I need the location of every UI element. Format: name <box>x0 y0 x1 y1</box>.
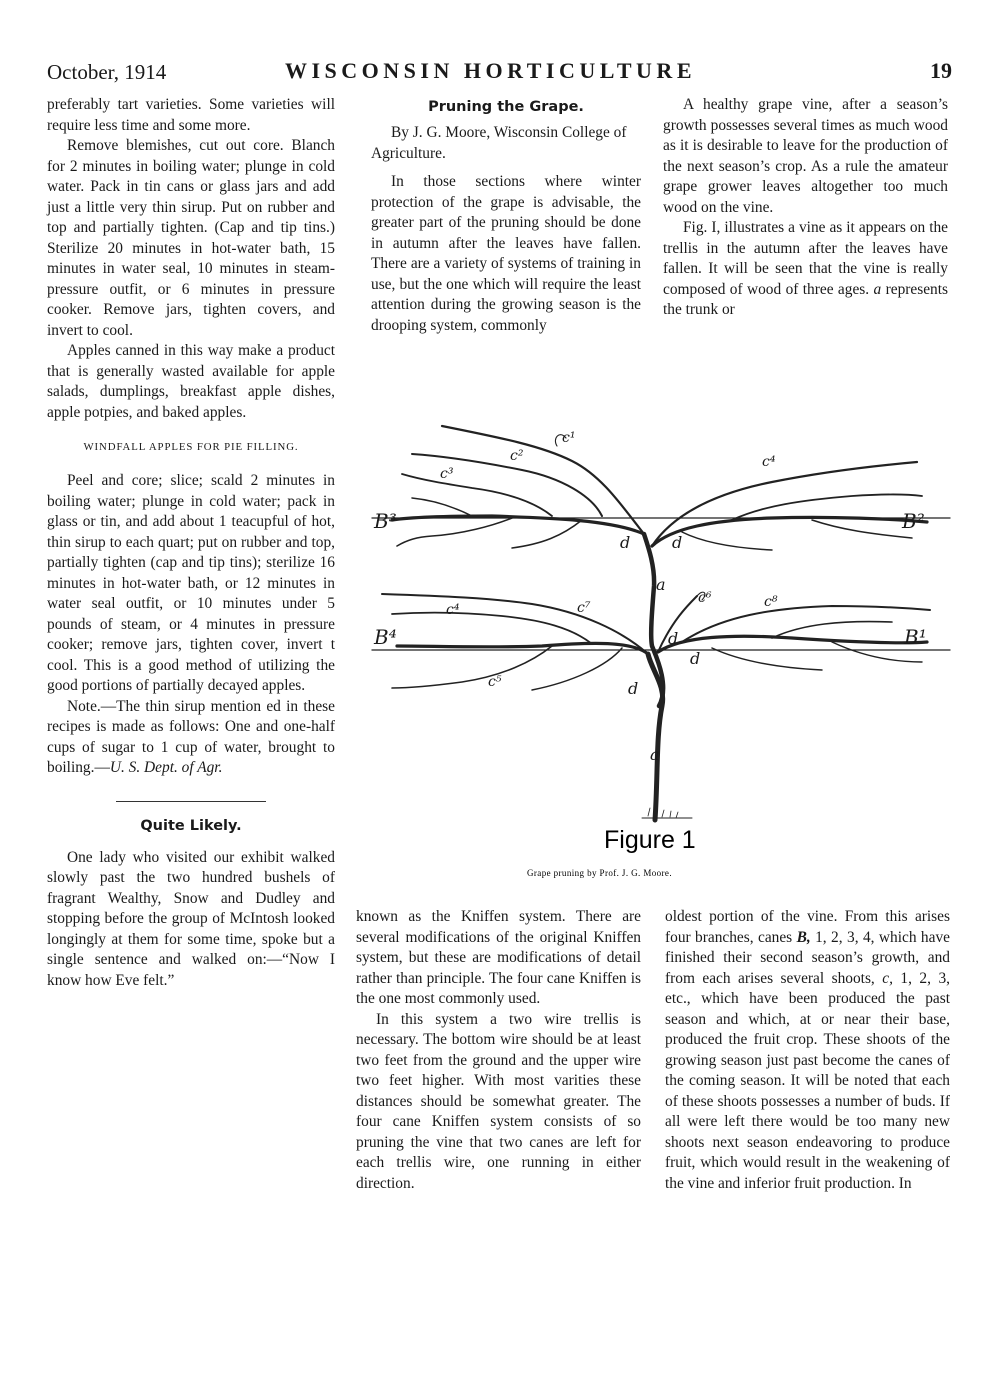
kniffen-paragraph-2: In this system a two wire trellis is necessary. The bottom wire should be at least two feet from the ground and the upper wire two feet higher. With most varities these distances should be somewhat greater. The four cane Kniffen system consists of so pruning the vine that two canes are left for each trellis wire, one running in either direction. <box>356 1010 641 1192</box>
pruning-paragraph-2: A healthy grape vine, after a season’s growth possesses several times as much wood as it is desirable to leave for the production of the next season’s crop. As a rule the amateur grape grower leaves altogether too much wood on the vine. <box>663 96 948 216</box>
canning-paragraph-1: preferably tart varieties. Some varieties will require less time and some more. <box>47 96 335 134</box>
label-d-upper-left: d <box>620 533 631 552</box>
trunk-letter: a <box>873 280 882 298</box>
cane-B2 <box>652 517 927 546</box>
windfall-paragraph: Peel and core; slice; scald 2 minutes in boiling water; plunge in cold water; pack in glass or tin, and add about 1 teacupful of hot, thin sirup to each quart; put on rubber and top, partially tighten (cap and tip tins); sterilize 16 minutes in hot-water bath, or 12 minutes in water seal outfit, or 10 minutes under 5 pounds of steam, or 4 minutes in pressure cooker; remove jars, tighten cover, invert t cool. This is a good method of utilizing the good portions of partially decayed apples. <box>47 472 335 694</box>
page-number: 19 <box>930 58 952 83</box>
label-c1: c¹ <box>562 430 576 446</box>
shoot-c5b <box>532 648 622 690</box>
fig-reference-tail: represents the trunk or <box>663 280 948 318</box>
vine-ages-a: oldest portion of the vine. From this arises four branches, canes <box>665 908 950 946</box>
note-source: U. S. Dept. of Agr. <box>109 759 223 776</box>
shoot-down-left2 <box>512 520 582 548</box>
label-d-lower-3: d <box>628 679 639 698</box>
column-right <box>663 95 948 321</box>
shoot-right-down <box>812 520 912 538</box>
journal-title: WISCONSIN HORTICULTURE <box>285 58 696 83</box>
column-middle-bottom <box>356 907 641 1194</box>
vine-ages-paragraph <box>665 907 950 1194</box>
shoot-c3 <box>402 474 552 516</box>
shoot-c5 <box>392 646 552 688</box>
grape-vine-figure <box>352 416 952 886</box>
shoot-right-lower-down <box>712 648 822 670</box>
pruning-paragraph-1: In those sections where winter protection of the grape is advisable, the greater part of the pruning should be done in autumn after the leaves have fallen. There are a variety of systems of training in use, but the one which will require the least attention during the growing season is the drooping system, commonly <box>371 173 641 334</box>
vine-ages-c: 1, 2, 3, 4, which have finished their second season’s growth, and from each arises several shoots, <box>665 928 950 987</box>
quite-likely-heading: Quite Likely. <box>140 817 242 834</box>
label-B2: B² <box>902 509 925 533</box>
shoot-c2 <box>412 454 602 516</box>
vine-ages-d: 1, 2, 3, etc., which have been produced the past season and which, at or near their base, produced the fruit crop. These shoots of the growing season just past become the canes of the coming season. It will be noted that each of these shoots possesses a number of buds. If all were left there would be too many new shoots next season endeavoring to produce fruit, which would result in the weakening of the vine and inferior fruit production. In <box>665 969 950 1192</box>
label-c6: c⁶ <box>698 590 712 606</box>
label-B1: B¹ <box>904 625 927 649</box>
fig-reference-text: Fig. I, illustrates a vine as it appears on the trellis in the autumn after the leaves have fallen. It will be seen that the vine is really composed of wood of three ages. <box>663 219 948 298</box>
label-d-lower-1: d <box>668 629 679 648</box>
shoots-letter: c, <box>882 969 893 987</box>
label-c4-right: c⁴ <box>762 454 776 470</box>
pruning-paragraph-3 <box>663 218 948 321</box>
note-paragraph <box>47 697 335 779</box>
grass-tufts <box>648 808 678 818</box>
label-c8: c⁸ <box>764 594 778 610</box>
shoot-right-down2 <box>682 532 772 550</box>
article-byline: By J. G. Moore, Wisconsin College of Agriculture. <box>371 124 627 162</box>
shoot-c7-left <box>392 613 592 644</box>
figure-caption: Grape pruning by Prof. J. G. Moore. <box>527 868 672 878</box>
canning-paragraph-2: Remove blemishes, cut out core. Blanch for 2 minutes in boiling water; plunge in cold water. Pack in tin cans or glass jars and add just a little very thin sirup. Put on rubber and top and partially tighten. (Cap and tip tins.) Sterilize 20 minutes in hot-water bath, 15 minutes in water seal, 10 minutes in steam-pressure outfit, or 6 minutes in pressure cooker. Remove jars, tighten covers, and invert to cool. <box>47 137 335 339</box>
shoot-c8b <box>772 622 892 638</box>
shoot-c3b <box>412 498 472 516</box>
label-c2: c² <box>510 448 524 464</box>
cane-B3 <box>392 516 644 534</box>
label-c7: c⁷ <box>577 600 591 616</box>
label-c3: c³ <box>440 466 454 482</box>
kniffen-paragraph-1: known as the Kniffen system. There are several modifications of the original Kniffen system, but these are modifications of detail rather than principle. The four cane Kniffen is the one most commonly used. <box>356 908 641 1007</box>
label-c5: c⁵ <box>488 674 502 690</box>
vine-diagram <box>352 416 952 886</box>
label-a-lower: a <box>650 745 660 764</box>
column-right-bottom <box>665 907 950 1194</box>
label-B3: B³ <box>374 509 397 533</box>
shoot-down-left <box>397 518 512 546</box>
issue-date: October, 1914 <box>47 60 167 84</box>
windfall-heading: WINDFALL APPLES FOR PIE FILLING. <box>83 441 299 453</box>
note-text: Note.—The thin sirup mention ed in these recipes is made as follows: One and one-half cups of sugar to 1 cup of water, brought to boiling.— <box>47 697 335 776</box>
label-B4: B⁴ <box>374 625 397 649</box>
label-d-lower-2: d <box>690 649 701 668</box>
column-middle <box>371 95 641 336</box>
canes-letter: B, <box>796 928 811 946</box>
label-d-upper-right: d <box>672 533 683 552</box>
quite-likely-paragraph: One lady who visited our exhibit walked slowly past the two hundred bushels of fragrant Wealthy, Snow and Dudley and stopping before the group of McIntosh looked longingly at them for some time, spoke but a single sentence and walked on:—“Now I know how Eve felt.” <box>47 848 335 989</box>
figure-title: Figure 1 <box>604 826 696 854</box>
column-left <box>47 95 335 991</box>
article-title: Pruning the Grape. <box>428 99 584 115</box>
label-a-upper: a <box>656 575 666 594</box>
cane-B4 <box>397 643 648 654</box>
canning-paragraph-3: Apples canned in this way make a product that is generally wasted available for apple salads, dumplings, breakfast apple dishes, apple potpies, and baked apples. <box>47 342 335 421</box>
label-c4: c⁴ <box>446 602 460 618</box>
page-header <box>0 58 1005 88</box>
